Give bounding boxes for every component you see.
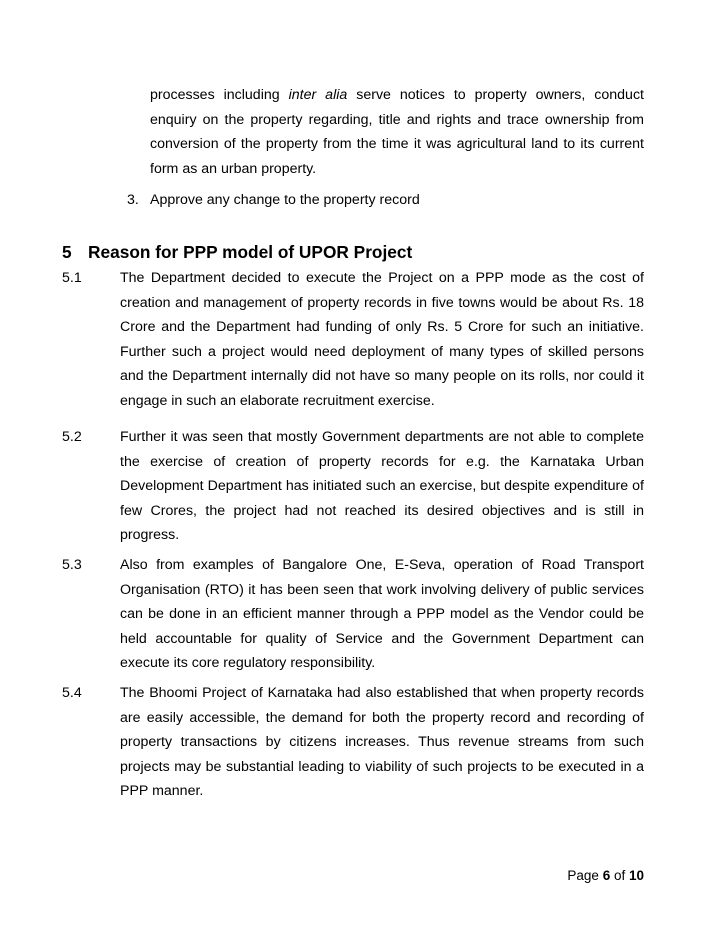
clause-text-5-1: The Department decided to execute the Project on a PPP mode as the cost of creation and management of property records in five towns would be about Rs. 18 Crore and the Department had funding of only Rs. 5 Crore for such an initiative. Further such a project would need deployment of many types of skilled persons and the Department internally did not have so many people on its rolls, nor could it engage in such an elaborate recruitment exercise. xyxy=(120,270,644,409)
footer-prefix: Page xyxy=(567,868,603,883)
section-title: Reason for PPP model of UPOR Project xyxy=(88,242,413,262)
footer-middle: of xyxy=(610,868,629,883)
continuation-text-before: processes including xyxy=(150,87,289,103)
continuation-paragraph xyxy=(150,83,644,181)
clause-number-5-2: 5.2 xyxy=(62,429,82,445)
clause-text-5-3: Also from examples of Bangalore One, E-Seva, operation of Road Transport Organisation (RTO) it has been seen that work involving delivery of public services can be done in an efficient manner through a PPP model as the Vendor could be held accountable for quality of Service and the Government Department can execute its core regulatory responsibility. xyxy=(120,557,644,671)
list-item-text: Approve any change to the property record xyxy=(150,192,420,208)
list-item-number: 3. xyxy=(127,192,139,208)
section-number: 5 xyxy=(62,242,72,262)
footer-total-pages: 10 xyxy=(628,868,644,883)
clause-text-5-4: The Bhoomi Project of Karnataka had also established that when property records are easily accessible, the demand for both the property record and recording of property transactions by citizens increases. Thus revenue streams from such projects may be substantial leading to viability of such projects to be executed in a PPP manner. xyxy=(120,685,644,799)
clause-number-5-1: 5.1 xyxy=(62,270,82,286)
clause-number-5-4: 5.4 xyxy=(62,685,82,701)
continuation-italic-text: inter alia xyxy=(288,87,348,103)
list-item-3 xyxy=(127,188,647,213)
continuation-text-after: serve notices to property owners, conduct enquiry on the property regarding, title and rights and trace ownership from conversion of the property from the time it was agricultural land to its current form as an urban property. xyxy=(150,87,644,177)
section-heading xyxy=(62,240,412,264)
footer-current-page: 6 xyxy=(602,868,611,883)
clause-text-5-2: Further it was seen that mostly Government departments are not able to complete the exercise of creation of property records for e.g. the Karnataka Urban Development Department has initiated such an exercise, but despite expenditure of few Crores, the project had not reached its desired objectives and is still in progress. xyxy=(120,429,644,543)
page-footer xyxy=(567,867,644,885)
clause-number-5-3: 5.3 xyxy=(62,557,82,573)
